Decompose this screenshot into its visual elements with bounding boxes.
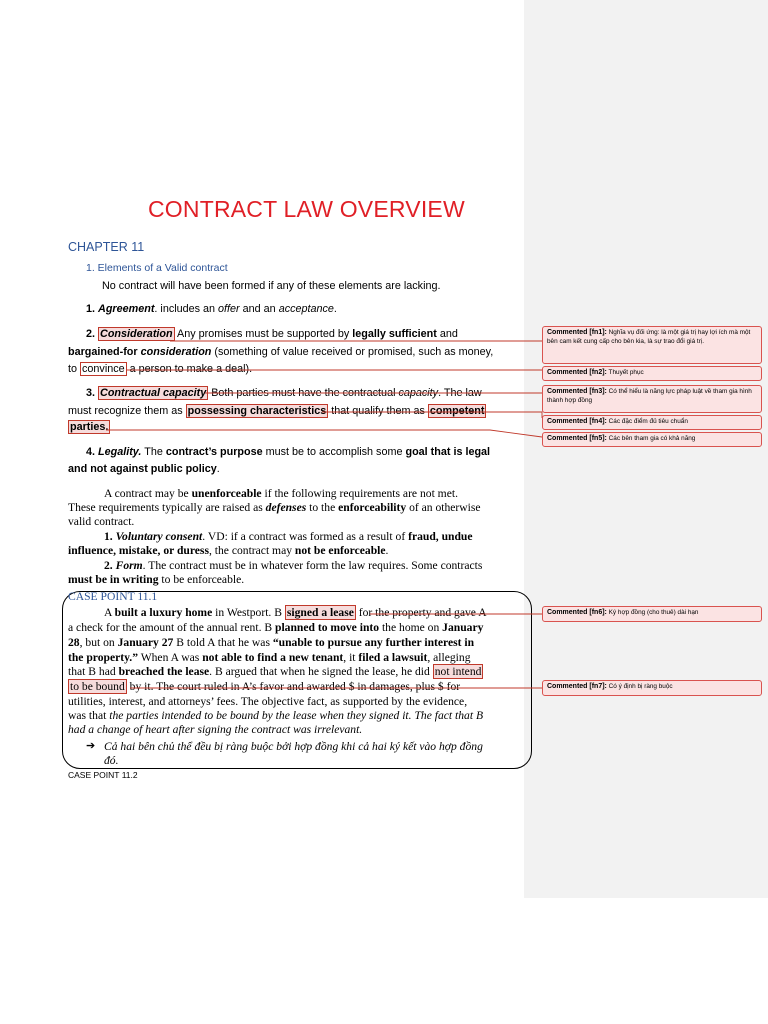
comment-fn5[interactable] (542, 432, 762, 447)
text-run: When A was (138, 651, 203, 664)
comment-margin-pane (524, 0, 768, 898)
text-run: was that (68, 709, 110, 722)
text-run: and an (239, 303, 279, 315)
january-term: January (442, 621, 484, 634)
item-consideration-line3 (68, 361, 252, 379)
text-run: A (104, 606, 115, 619)
acceptance-term: acceptance (278, 303, 334, 315)
date-term: January 27 (117, 636, 174, 649)
defenses-term: defenses (265, 501, 307, 514)
case-line2 (68, 621, 483, 636)
text-run: . B argued that when he signed the lease, he did (209, 665, 433, 678)
text-run: , the contract may (208, 544, 295, 557)
breached-term: breached the lease (118, 665, 210, 678)
comment-text: Các bên tham gia có khả năng (606, 435, 696, 442)
case-point-2-heading: CASE POINT 11.2 (68, 770, 138, 780)
comment-fn7[interactable] (542, 680, 762, 696)
enforceability-term: enforceability (338, 501, 407, 514)
built-term: built a luxury home (114, 606, 213, 619)
text-run: . (216, 463, 220, 475)
item-capacity-line3 (68, 419, 110, 437)
item-number: 4. (86, 446, 99, 458)
text-run: to the (306, 501, 339, 514)
text-run: Any promises must be supported by (174, 328, 353, 340)
item-number: 2. (104, 559, 116, 572)
item-number: 1. (104, 530, 116, 543)
case-line6 (68, 680, 460, 695)
text-run: and (436, 328, 458, 340)
case-line4 (68, 651, 471, 666)
comment-text: Có thể hiểu là năng lực pháp luật về tham gia hình thành hợp đồng (547, 388, 752, 404)
text-run: . The law (438, 387, 482, 399)
case-line9 (68, 723, 362, 738)
vietnamese-line1 (104, 740, 483, 755)
competent-highlight[interactable]: competent (429, 405, 485, 417)
text-run: and (68, 463, 91, 475)
to-be-bound-highlight[interactable]: to be bound (70, 680, 125, 693)
comment-text: Ký hợp đồng (cho thuê) dài hạn (606, 609, 699, 616)
item-agreement (86, 301, 337, 319)
text-run: . The contract must be in whatever form the law requires. Some contracts (142, 559, 483, 572)
text-run: These requirements typically are raised as (68, 501, 266, 514)
text-run: . includes an (154, 303, 219, 315)
text-run: the home on (379, 621, 443, 634)
italic-text: đó. (104, 754, 119, 767)
vietnamese-line2 (104, 754, 119, 769)
comment-label: Commented [fn2]: (547, 369, 607, 376)
comment-label: Commented [fn3]: (547, 388, 607, 395)
comment-label: Commented [fn6]: (547, 609, 607, 616)
text-run: that qualify them as (328, 405, 428, 417)
item-consideration-line1 (86, 326, 458, 344)
fraud-term: fraud, undue (408, 530, 473, 543)
text-run: . VD: if a contract was formed as a result of (202, 530, 409, 543)
comment-text: Có ý định bị ràng buộc (606, 683, 673, 690)
item-legality-line1 (86, 444, 490, 462)
case-line5 (68, 665, 483, 680)
comment-fn2[interactable] (542, 366, 762, 381)
text-run: . (385, 544, 389, 557)
text-run: to (68, 363, 81, 375)
voluntary-consent-line1 (104, 530, 473, 545)
goal-term: goal that is legal (405, 446, 491, 458)
unable-quote: “unable to pursue any further interest in (272, 636, 475, 649)
text-run: Both parties must have the contractual (208, 387, 399, 399)
italic-text: the parties intended to be bound by the lease when they signed it. The fact that B (109, 709, 484, 722)
intro-text: No contract will have been formed if any of these elements are lacking. (102, 280, 441, 292)
comment-label: Commented [fn5]: (547, 435, 607, 442)
capacity-highlight[interactable]: Contractual capacity (100, 387, 207, 399)
agreement-term: Agreement (98, 303, 155, 315)
text-run: A contract may be (104, 487, 192, 500)
case-point-heading: CASE POINT 11.1 (68, 590, 158, 603)
text-run: The (141, 446, 166, 458)
text-run: , it (343, 651, 359, 664)
tenant-term: not able to find a new tenant (202, 651, 344, 664)
not-enforceable-term: not be enforceable (294, 544, 386, 557)
convince-highlight[interactable]: convince (82, 363, 125, 375)
text-run: B told A that he was (173, 636, 273, 649)
italic-text: Cả hai bên chủ thể đều bị ràng buộc bởi hợp đồng khi cả hai ký kết vào hợp đồng (104, 740, 483, 753)
italic-text: had a change of heart after signing the contract was irrelevant. (68, 723, 363, 736)
text-run: a person to make a deal). (126, 363, 253, 375)
case-line3 (68, 636, 474, 651)
text-run: in Westport. B (212, 606, 285, 619)
text-run: a check for the amount of the annual rent. B (68, 621, 276, 634)
offer-term: offer (218, 303, 240, 315)
unenforceable-term: unenforceable (191, 487, 262, 500)
voluntary-consent-term: Voluntary consent (115, 530, 203, 543)
text-run: for the property and gave A (355, 606, 487, 619)
planned-term: planned to move into (275, 621, 380, 634)
property-quote: the property.” (68, 651, 138, 664)
influence-term: influence, mistake, or duress (68, 544, 209, 557)
text-run: to be enforceable. (158, 573, 245, 586)
form-term: Form (115, 559, 143, 572)
elements-heading: 1. Elements of a Valid contract (86, 262, 228, 274)
document-title: CONTRACT LAW OVERVIEW (148, 196, 465, 222)
comment-label: Commented [fn7]: (547, 683, 607, 690)
text-run: of an otherwise (406, 501, 481, 514)
purpose-term: contract’s purpose (165, 446, 263, 458)
writing-term: must be in writing (68, 573, 159, 586)
comment-fn6[interactable] (542, 606, 762, 622)
comment-fn1[interactable] (542, 326, 762, 364)
case-line7: utilities, interest, and attorneys’ fees. The objective fact, as supported by the evidence, (68, 695, 468, 708)
text-run: , alleging (427, 651, 471, 664)
chapter-heading: CHAPTER 11 (68, 240, 145, 254)
form-line2 (68, 573, 244, 588)
text-run: (something of value received or promised, such as money, (211, 346, 494, 358)
public-policy-term: not against public policy (90, 463, 217, 475)
arrow-icon: ➔ (86, 740, 96, 752)
para-line1 (104, 487, 458, 502)
signed-lease-highlight[interactable]: signed a lease (286, 606, 354, 619)
not-intend-highlight[interactable]: not intend (434, 665, 482, 678)
item-capacity-line1 (86, 385, 482, 403)
lawsuit-term: filed a lawsuit (358, 651, 428, 664)
case-line1 (104, 606, 487, 621)
para-line2 (68, 501, 481, 516)
capacity-term: capacity (398, 387, 439, 399)
item-number: 2. (86, 328, 99, 340)
text-run: by it. The court ruled in A’s favor and awarded $ in damages, plus $ for (126, 680, 461, 693)
comment-text: Nghĩa vụ đối ứng: là một giá trị hay lợi ích mà một bên cam kết cung cấp cho bên kia, là sự trao đổi giá trị. (547, 329, 751, 345)
text-run: if the following requirements are not met. (261, 487, 458, 500)
consideration-term: consideration (140, 346, 212, 358)
comment-text: Các đặc điểm đủ tiêu chuẩn (606, 418, 688, 425)
possessing-highlight[interactable]: possessing characteristics (187, 405, 327, 417)
comment-fn4[interactable] (542, 415, 762, 430)
item-consideration-line2 (68, 344, 493, 362)
legally-sufficient-term: legally sufficient (352, 328, 437, 340)
item-legality-line2 (68, 461, 220, 479)
voluntary-consent-line2 (68, 544, 388, 559)
text-run: must recognize them as (68, 405, 186, 417)
item-capacity-line2 (68, 403, 486, 421)
case-line8 (68, 709, 483, 724)
text-run: . (333, 303, 337, 315)
text-run: , but on (79, 636, 118, 649)
comment-label: Commented [fn1]: (547, 329, 607, 336)
para-line3: valid contract. (68, 515, 135, 528)
comment-label: Commented [fn4]: (547, 418, 607, 425)
text-run: must be to accomplish some (262, 446, 406, 458)
legality-term: Legality. (98, 446, 142, 458)
form-line1 (104, 559, 482, 574)
text-run: that B had (68, 665, 119, 678)
consideration-highlight[interactable]: Consideration (100, 328, 173, 340)
parties-highlight[interactable]: parties. (70, 421, 109, 433)
bargained-for-term: bargained-for (68, 346, 141, 358)
comment-fn3[interactable] (542, 385, 762, 413)
date-term: 28 (68, 636, 80, 649)
item-number: 1. (86, 303, 99, 315)
comment-text: Thuyết phục (606, 369, 644, 376)
item-number: 3. (86, 387, 99, 399)
